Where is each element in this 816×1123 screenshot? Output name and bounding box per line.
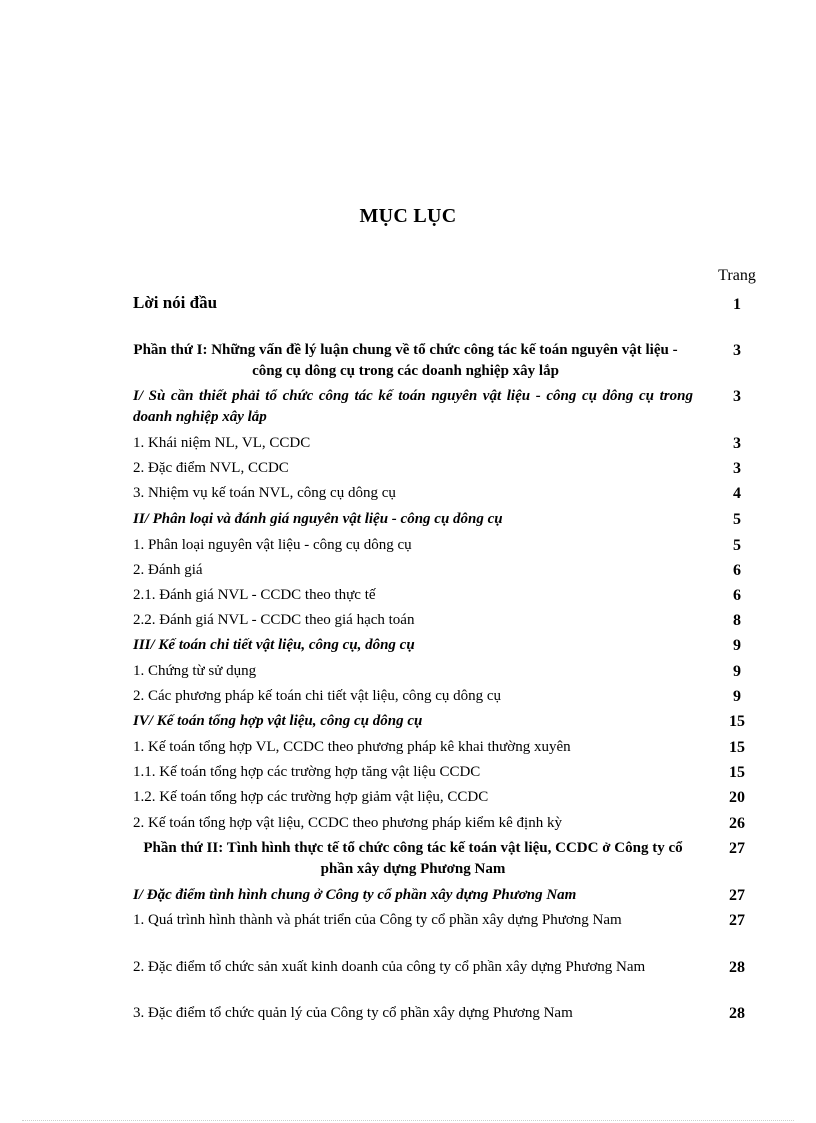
toc-page: 15	[729, 764, 745, 781]
toc-entry[interactable]: 2. Các phương pháp kế toán chi tiết vật liệu, công cụ dông cụ	[133, 688, 502, 704]
toc-page-section-1: 3	[733, 388, 741, 405]
toc-page: 27	[729, 912, 745, 929]
toc-page-part-1: 3	[733, 342, 741, 359]
toc-entry-preface[interactable]: Lời nói đầu	[133, 293, 218, 312]
toc-page: 9	[733, 663, 741, 680]
page-bottom-divider	[22, 1120, 794, 1121]
toc-entry-section-3[interactable]: III/ Kế toán chi tiết vật liệu, công cụ, dông cụ	[133, 637, 415, 653]
toc-page: 15	[729, 739, 745, 756]
toc-page: 26	[729, 815, 745, 832]
toc-entry[interactable]: 1. Phân loại nguyên vật liệu - công cụ dông cụ	[133, 537, 412, 553]
toc-entry[interactable]: 3. Đặc điểm tổ chức quản lý của Công ty cổ phần xây dựng Phương Nam	[133, 1005, 573, 1021]
toc-page: 8	[733, 612, 741, 629]
toc-entry-section-2[interactable]: II/ Phân loại và đánh giá nguyên vật liệu - công cụ dông cụ	[133, 511, 503, 527]
toc-entry-section-1[interactable]: I/ Sù cần thiết phải tổ chức công tác kế toán nguyên vật liệu - công cụ dông cụ trong doanh nghiệp xây lắp	[133, 388, 693, 425]
toc-entry[interactable]: 2. Kế toán tổng hợp vật liệu, CCDC theo phương pháp kiểm kê định kỳ	[133, 815, 562, 831]
toc-entry-part-1[interactable]: Phần thứ I: Những vấn đề lý luận chung về tổ chức công tác kế toán nguyên vật liệu - công cụ dông cụ trong các doanh nghiệp xây lắp	[133, 342, 678, 379]
toc-page-section-3: 9	[733, 637, 741, 654]
toc-page: 3	[733, 435, 741, 452]
toc-entry-section-4[interactable]: IV/ Kế toán tổng hợp vật liệu, công cụ dông cụ	[133, 713, 423, 729]
toc-page: 6	[733, 587, 741, 604]
toc-page: 28	[729, 959, 745, 976]
toc-entry[interactable]: 1. Quá trình hình thành và phát triển của Công ty cổ phần xây dựng Phương Nam	[133, 912, 622, 928]
toc-entry[interactable]: 1. Chứng từ sử dụng	[133, 663, 257, 679]
toc-page: 6	[733, 562, 741, 579]
toc-page-part-2-section-1: 27	[729, 887, 745, 904]
toc-entry-part-2[interactable]: Phần thứ II: Tình hình thực tế tổ chức công tác kế toán vật liệu, CCDC ở Công ty cổ phần xây dựng Phương Nam	[143, 840, 683, 877]
toc-entry[interactable]: 1. Kế toán tổng hợp VL, CCDC theo phương pháp kê khai thường xuyên	[133, 739, 571, 755]
toc-entry[interactable]: 1.1. Kế toán tổng hợp các trường hợp tăng vật liệu CCDC	[133, 764, 481, 780]
toc-entry[interactable]: 2.1. Đánh giá NVL - CCDC theo thực tế	[133, 587, 376, 603]
toc-page-preface: 1	[733, 296, 741, 313]
toc-entry[interactable]: 2. Đặc điểm tổ chức sản xuất kinh doanh của công ty cổ phần xây dựng Phương Nam	[133, 959, 646, 975]
toc-page: 28	[729, 1005, 745, 1022]
toc-page-part-2: 27	[729, 840, 745, 857]
toc-entry[interactable]: 1.2. Kế toán tổng hợp các trường hợp giảm vật liệu, CCDC	[133, 789, 489, 805]
toc-entry[interactable]: 2. Đặc điểm NVL, CCDC	[133, 460, 289, 476]
toc-page: 5	[733, 537, 741, 554]
toc-entry[interactable]: 2.2. Đánh giá NVL - CCDC theo giá hạch toán	[133, 612, 415, 628]
toc-entry-part-2-section-1[interactable]: I/ Đặc điểm tình hình chung ở Công ty cổ phần xây dựng Phương Nam	[133, 887, 577, 903]
toc-entry[interactable]: 2. Đánh giá	[133, 562, 203, 578]
toc-entry[interactable]: 3. Nhiệm vụ kế toán NVL, công cụ dông cụ	[133, 485, 396, 501]
toc-page: 4	[733, 485, 741, 502]
toc-page-section-2: 5	[733, 511, 741, 528]
toc-page-section-4: 15	[729, 713, 745, 730]
toc-page: 20	[729, 789, 745, 806]
toc-page: 3	[733, 460, 741, 477]
toc-page: 9	[733, 688, 741, 705]
toc-entry[interactable]: 1. Khái niệm NL, VL, CCDC	[133, 435, 311, 451]
page-column-header: Trang	[718, 267, 756, 284]
page-title: MỤC LỤC	[359, 205, 457, 227]
